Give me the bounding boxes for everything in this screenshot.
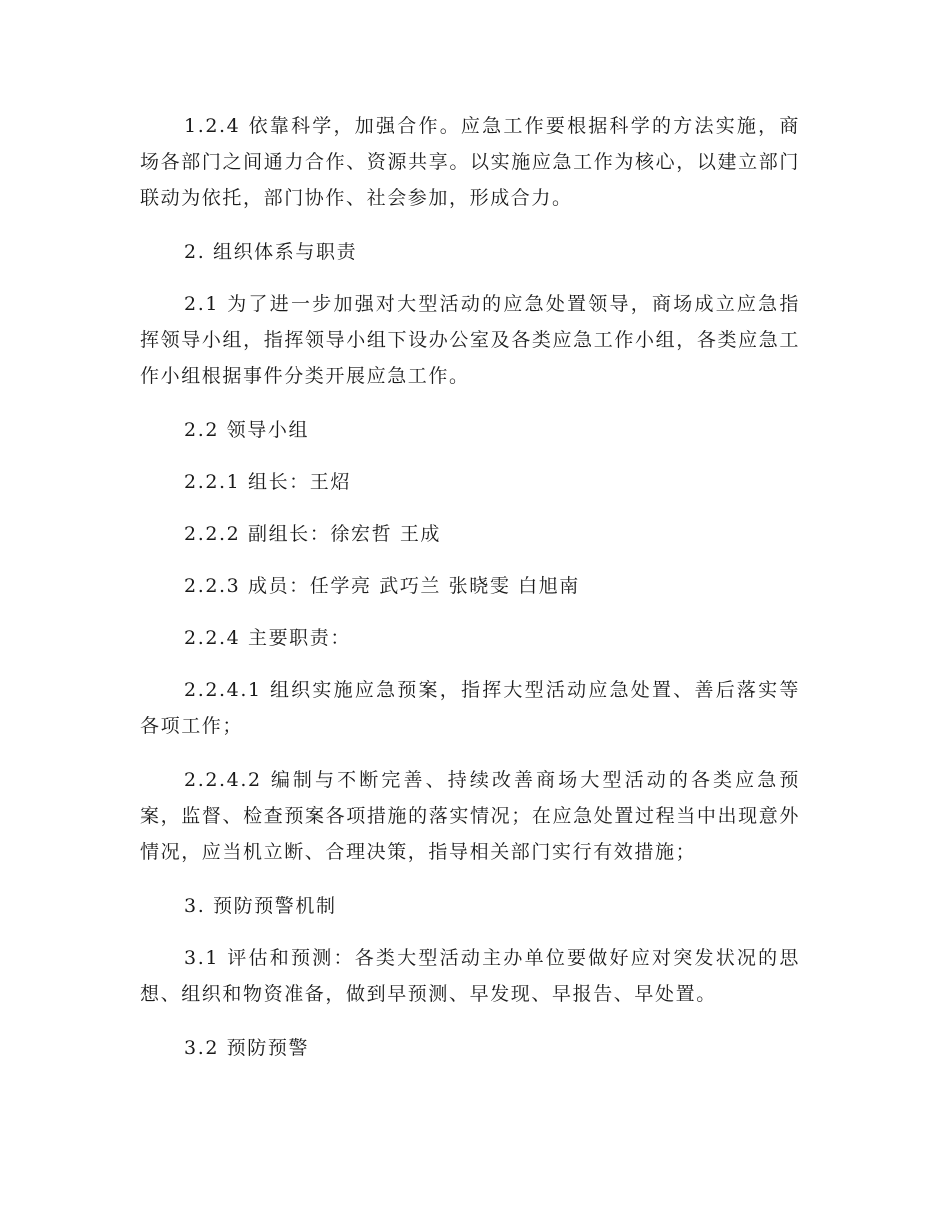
item-2-2-2: 2.2.2 副组长：徐宏哲 王成	[184, 523, 442, 545]
item-2-2-4: 2.2.4 主要职责：	[184, 627, 351, 649]
subsection-heading-2-2: 2.2 领导小组	[184, 419, 310, 441]
paragraph-2-2-4-2: 2.2.4.2 编制与不断完善、持续改善商场大型活动的各类应急预案，监督、检查预案各项措施的落实情况；在应急处置过程当中出现意外情况，应当机立断、合理决策，指导相关部门实行有效措施；	[140, 769, 800, 863]
section-heading-2: 2. 组织体系与职责	[184, 241, 358, 263]
document-body	[140, 108, 800, 1082]
item-2-2-3: 2.2.3 成员：任学亮 武巧兰 张晓雯 白旭南	[184, 575, 580, 597]
item-2-2-1: 2.2.1 组长：王炤	[184, 471, 351, 493]
paragraph-2-2-4-1: 2.2.4.1 组织实施应急预案，指挥大型活动应急处置、善后落实等各项工作；	[140, 679, 800, 737]
paragraph-2-1: 2.1 为了进一步加强对大型活动的应急处置领导，商场成立应急指挥领导小组，指挥领导小组下设办公室及各类应急工作小组，各类应急工作小组根据事件分类开展应急工作。	[140, 293, 800, 387]
paragraph-1-2-4: 1.2.4 依靠科学，加强合作。应急工作要根据科学的方法实施，商场各部门之间通力合作、资源共享。以实施应急工作为核心，以建立部门联动为依托，部门协作、社会参加，形成合力。	[140, 115, 800, 209]
paragraph-3-1: 3.1 评估和预测：各类大型活动主办单位要做好应对突发状况的思想、组织和物资准备，做到早预测、早发现、早报告、早处置。	[140, 947, 800, 1005]
section-heading-3: 3. 预防预警机制	[184, 895, 337, 917]
subsection-heading-3-2: 3.2 预防预警	[184, 1037, 310, 1059]
